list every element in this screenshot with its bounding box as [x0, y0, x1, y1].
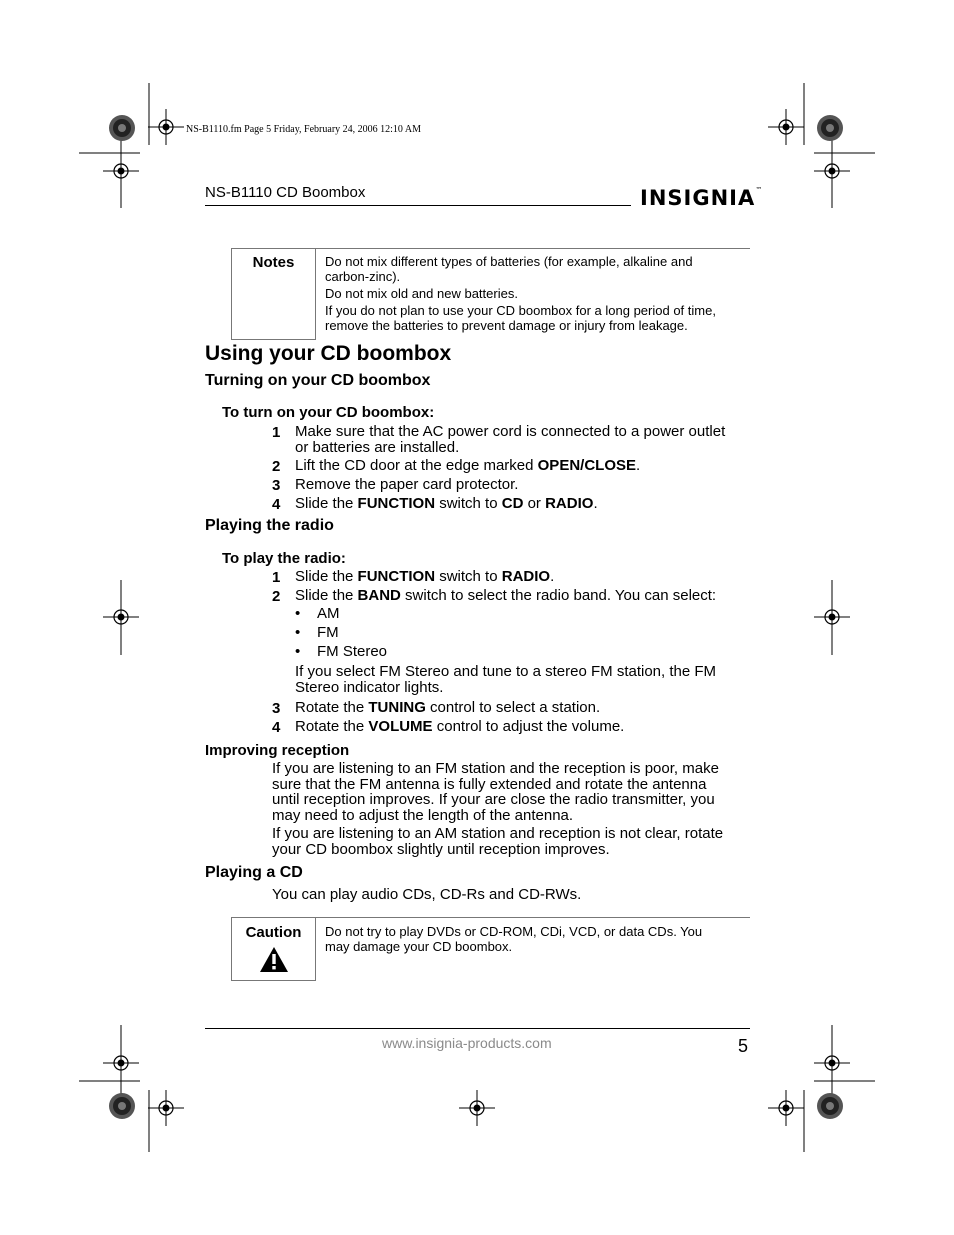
step-number: 4: [272, 719, 281, 736]
bullet-item: FM: [317, 624, 339, 641]
heading-turning-on: Turning on your CD boombox: [205, 372, 431, 389]
heading-improving-reception: Improving reception: [205, 742, 350, 759]
step-text: Rotate the VOLUME control to adjust the volume.: [295, 718, 625, 735]
caution-top-rule: [316, 917, 750, 918]
notes-content: [325, 254, 740, 333]
step-text: Lift the CD door at the edge marked OPEN/CLOSE.: [295, 457, 641, 474]
step-number: 3: [272, 477, 281, 494]
step-text: Slide the FUNCTION switch to CD or RADIO.: [295, 495, 598, 512]
radio-note: If you select FM Stereo and tune to a stereo FM station, the FM Stereo indicator lights.: [295, 663, 717, 696]
procedure-title-turn-on: To turn on your CD boombox:: [222, 404, 435, 421]
heading-playing-radio: Playing the radio: [205, 517, 334, 534]
bullet-glyph: •: [295, 643, 301, 660]
step-text: Slide the FUNCTION switch to RADIO.: [295, 568, 555, 585]
step-number: 1: [272, 424, 281, 441]
footer-rule: [205, 1028, 750, 1029]
step-number: 2: [272, 588, 281, 605]
insignia-logo: INSIGNIA™: [640, 186, 763, 210]
bullet-item: AM: [317, 605, 340, 622]
warning-triangle-icon: [259, 946, 289, 973]
heading-playing-cd: Playing a CD: [205, 864, 303, 881]
reception-paragraph-2: If you are listening to an AM station and reception is not clear, rotate your CD boombox slightly until reception improves.: [272, 825, 724, 858]
step-number: 4: [272, 496, 281, 513]
playing-cd-intro: You can play audio CDs, CD-Rs and CD-RWs.: [272, 886, 582, 903]
step-number: 2: [272, 458, 281, 475]
note-item: If you do not plan to use your CD boombox for a long period of time, remove the batteries to prevent damage or injury from leakage.: [325, 303, 716, 333]
bullet-glyph: •: [295, 605, 301, 622]
notes-label-box: [231, 248, 316, 340]
step-number: 1: [272, 569, 281, 586]
notes-label: Notes: [252, 254, 295, 271]
printer-mark: NS-B1110.fm Page 5 Friday, February 24, 2006 12:10 AM: [186, 124, 421, 135]
bullet-item: FM Stereo: [317, 643, 388, 660]
reception-paragraph-1: If you are listening to an FM station and the reception is poor, make sure that the FM antenna is fully extended and rotate the antenna until reception improves. If your are close the radio transmitter, you may need to adjust the length of the antenna.: [272, 760, 719, 824]
bullet-glyph: •: [295, 624, 301, 641]
caution-label: Caution: [245, 924, 302, 941]
caution-label-box: [231, 917, 316, 981]
header-title: NS-B1110 CD Boombox: [205, 184, 366, 201]
section-title: Using your CD boombox: [205, 342, 452, 365]
procedure-title-radio: To play the radio:: [222, 550, 346, 567]
page-number: 5: [738, 1036, 749, 1056]
caution-text: Do not try to play DVDs or CD-ROM, CDi, VCD, or data CDs. You may damage your CD boombox.: [325, 924, 703, 954]
step-text: Slide the BAND switch to select the radio band. You can select:: [295, 587, 717, 604]
header-rule: [205, 205, 631, 206]
step-number: 3: [272, 700, 281, 717]
step-text: Rotate the TUNING control to select a station.: [295, 699, 601, 716]
note-item: Do not mix different types of batteries (for example, alkaline and carbon-zinc).: [325, 254, 693, 284]
step-text: Remove the paper card protector.: [295, 476, 519, 493]
footer-url[interactable]: www.insignia-products.com: [382, 1035, 552, 1051]
step-text: Make sure that the AC power cord is connected to a power outlet or batteries are installed.: [295, 423, 726, 456]
note-item: Do not mix old and new batteries.: [325, 286, 518, 301]
notes-top-rule: [316, 248, 750, 249]
